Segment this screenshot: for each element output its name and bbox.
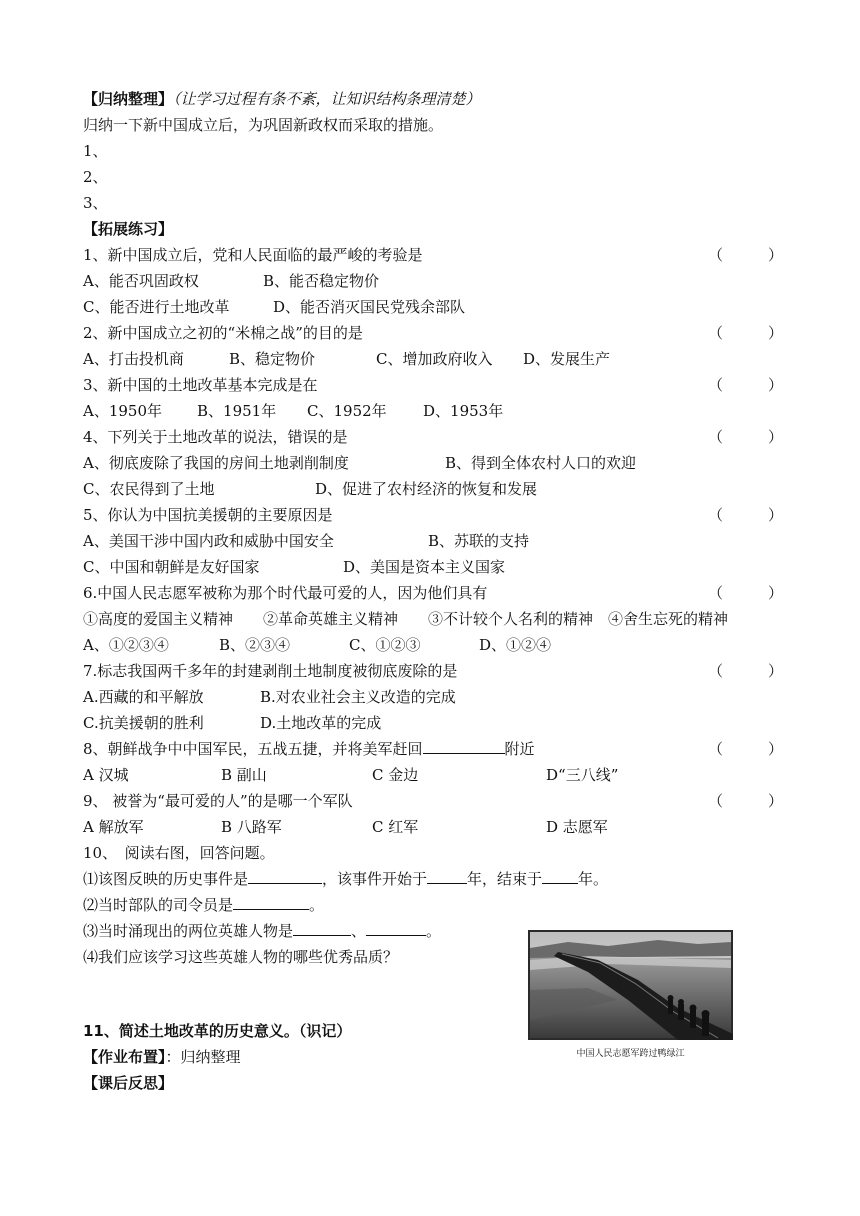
answer-paren: （ ） <box>707 324 783 342</box>
answer-paren: （ ） <box>707 428 783 446</box>
question-4-options-row-1 <box>83 450 783 476</box>
homework-text: ：归纳整理 <box>165 1048 241 1066</box>
option-b: B 副山 <box>221 766 267 784</box>
option-b: B、能否稳定物价 <box>263 272 380 290</box>
question-5-options-row-1 <box>83 528 783 554</box>
answer-paren: （ ） <box>707 584 783 602</box>
option-d: D 志愿军 <box>546 818 608 836</box>
question-7-options-row-1 <box>83 684 783 710</box>
question-8-stem: 8、朝鲜战争中中国军民，五战五捷，并将美军赶回 <box>83 740 423 758</box>
option-d: D、①②④ <box>479 636 552 654</box>
question-3-options <box>83 398 783 424</box>
question-10-part-4: ⑷我们应该学习这些英雄人物的哪些优秀品质？ <box>83 948 399 966</box>
question-5-options-row-2 <box>83 554 783 580</box>
option-b: B 八路军 <box>221 818 282 836</box>
option-d: D、能否消灭国民党残余部队 <box>273 298 466 316</box>
option-c: C、1952年 <box>307 402 387 420</box>
option-b: B、②③④ <box>219 636 291 654</box>
question-7-options-row-2 <box>83 710 783 736</box>
option-c: C、①②③ <box>349 636 421 654</box>
question-2-options <box>83 346 783 372</box>
option-a: A、彻底废除了我国的房间土地剥削制度 <box>83 454 349 472</box>
question-2-stem: 2、新中国成立之初的“米棉之战”的目的是 <box>83 324 363 342</box>
summary-item-1: 1、 <box>83 142 108 160</box>
part-1-text-4: 年。 <box>578 870 609 888</box>
option-a: A、1950年 <box>83 402 163 420</box>
summary-item-2: 2、 <box>83 168 108 186</box>
question-9 <box>83 788 783 814</box>
question-9-options <box>83 814 783 840</box>
fill-blank[interactable] <box>427 868 467 884</box>
option-d: D.土地改革的完成 <box>260 714 382 732</box>
fill-blank[interactable] <box>423 738 505 754</box>
question-6 <box>83 580 783 606</box>
option-d: D、发展生产 <box>523 350 611 368</box>
part-2-text: ⑵当时部队的司令员是 <box>83 896 234 914</box>
question-4-stem: 4、下列关于土地改革的说法，错误的是 <box>83 428 348 446</box>
part-3-text: ⑶当时涌现出的两位英雄人物是 <box>83 922 294 940</box>
answer-paren: （ ） <box>707 246 783 264</box>
answer-paren: （ ） <box>707 662 783 680</box>
part-1-text-2: ，该事件开始于 <box>322 870 428 888</box>
question-1 <box>83 242 783 268</box>
summary-heading: 【归纳整理】 <box>83 90 174 108</box>
option-d: D、美国是资本主义国家 <box>343 558 506 576</box>
option-c: C 红军 <box>372 818 419 836</box>
question-8-stem-after: 附近 <box>504 740 535 758</box>
part-1-text-3: 年，结束于 <box>467 870 543 888</box>
summary-heading-line <box>83 86 783 112</box>
question-6-statements: ①高度的爱国主义精神 ②革命英雄主义精神 ③不计较个人名利的精神 ④舍生忘死的精神 <box>83 610 729 628</box>
option-a: A、①②③④ <box>83 636 169 654</box>
summary-prompt: 归纳一下新中国成立后，为巩固新政权而采取的措施。 <box>83 116 444 134</box>
practice-heading: 【拓展练习】 <box>83 220 174 238</box>
answer-paren: （ ） <box>707 376 783 394</box>
option-c: C、增加政府收入 <box>376 350 493 368</box>
homework-heading: 【作业布置】 <box>83 1048 166 1066</box>
answer-paren: （ ） <box>707 792 783 810</box>
part-1-text: ⑴该图反映的历史事件是 <box>83 870 249 888</box>
question-7 <box>83 658 783 684</box>
option-a: A、能否巩固政权 <box>83 272 199 290</box>
question-10-part-2 <box>83 892 783 918</box>
history-figure <box>528 930 733 1059</box>
question-3-stem: 3、新中国的土地改革基本完成是在 <box>83 376 318 394</box>
option-a: A、打击投机商 <box>83 350 184 368</box>
option-c: C.抗美援朝的胜利 <box>83 714 204 732</box>
option-b: B、1951年 <box>197 402 277 420</box>
reflection-heading: 【课后反思】 <box>83 1074 174 1092</box>
summary-item-3: 3、 <box>83 194 108 212</box>
question-4 <box>83 424 783 450</box>
question-6-stem: 6.中国人民志愿军被称为那个时代最可爱的人，因为他们具有 <box>83 584 488 602</box>
option-c: C、中国和朝鲜是友好国家 <box>83 558 260 576</box>
question-11: 11、简述土地改革的历史意义。（识记） <box>83 1022 352 1040</box>
question-5-stem: 5、你认为中国抗美援朝的主要原因是 <box>83 506 333 524</box>
question-2 <box>83 320 783 346</box>
answer-paren: （ ） <box>707 740 783 758</box>
part-3-text-2: 、 <box>351 922 367 940</box>
option-c: C、能否进行土地改革 <box>83 298 230 316</box>
option-d: D、1953年 <box>423 402 504 420</box>
question-8-options <box>83 762 783 788</box>
question-10-stem: 10、 阅读右图，回答问题。 <box>83 844 275 862</box>
answer-paren: （ ） <box>707 506 783 524</box>
part-2-text-2: 。 <box>309 896 325 914</box>
question-4-options-row-2 <box>83 476 783 502</box>
option-d: D“三八线” <box>546 766 619 784</box>
fill-blank[interactable] <box>248 868 322 884</box>
fill-blank[interactable] <box>233 894 309 910</box>
fill-blank[interactable] <box>293 920 351 936</box>
option-a: A、美国干涉中国内政和威胁中国安全 <box>83 532 334 550</box>
option-c: C 金边 <box>372 766 419 784</box>
question-8 <box>83 736 783 762</box>
option-c: C、农民得到了土地 <box>83 480 215 498</box>
summary-hint: （让学习过程有条不紊，让知识结构条理清楚） <box>173 90 481 108</box>
option-a: A.西藏的和平解放 <box>83 688 204 706</box>
question-5 <box>83 502 783 528</box>
fill-blank[interactable] <box>366 920 426 936</box>
option-b: B.对农业社会主义改造的完成 <box>260 688 456 706</box>
question-1-stem: 1、新中国成立后，党和人民面临的最严峻的考验是 <box>83 246 423 264</box>
volunteer-army-photo <box>528 930 733 1040</box>
option-a: A 汉城 <box>83 766 129 784</box>
question-6-options <box>83 632 783 658</box>
question-3 <box>83 372 783 398</box>
figure-caption: 中国人民志愿军跨过鸭绿江 <box>576 1049 685 1059</box>
question-1-options-row-2 <box>83 294 783 320</box>
question-1-options-row-1 <box>83 268 783 294</box>
option-d: D、促进了农村经济的恢复和发展 <box>315 480 538 498</box>
option-a: A 解放军 <box>83 818 144 836</box>
option-b: B、得到全体农村人口的欢迎 <box>445 454 637 472</box>
option-b: B、苏联的支持 <box>428 532 530 550</box>
question-9-stem: 9、 被誉为“最可爱的人”的是哪一个军队 <box>83 792 353 810</box>
option-b: B、稳定物价 <box>229 350 316 368</box>
question-10-part-1 <box>83 866 783 892</box>
part-3-text-3: 。 <box>426 922 442 940</box>
fill-blank[interactable] <box>542 868 578 884</box>
question-7-stem: 7.标志我国两千多年的封建剥削土地制度被彻底废除的是 <box>83 662 458 680</box>
